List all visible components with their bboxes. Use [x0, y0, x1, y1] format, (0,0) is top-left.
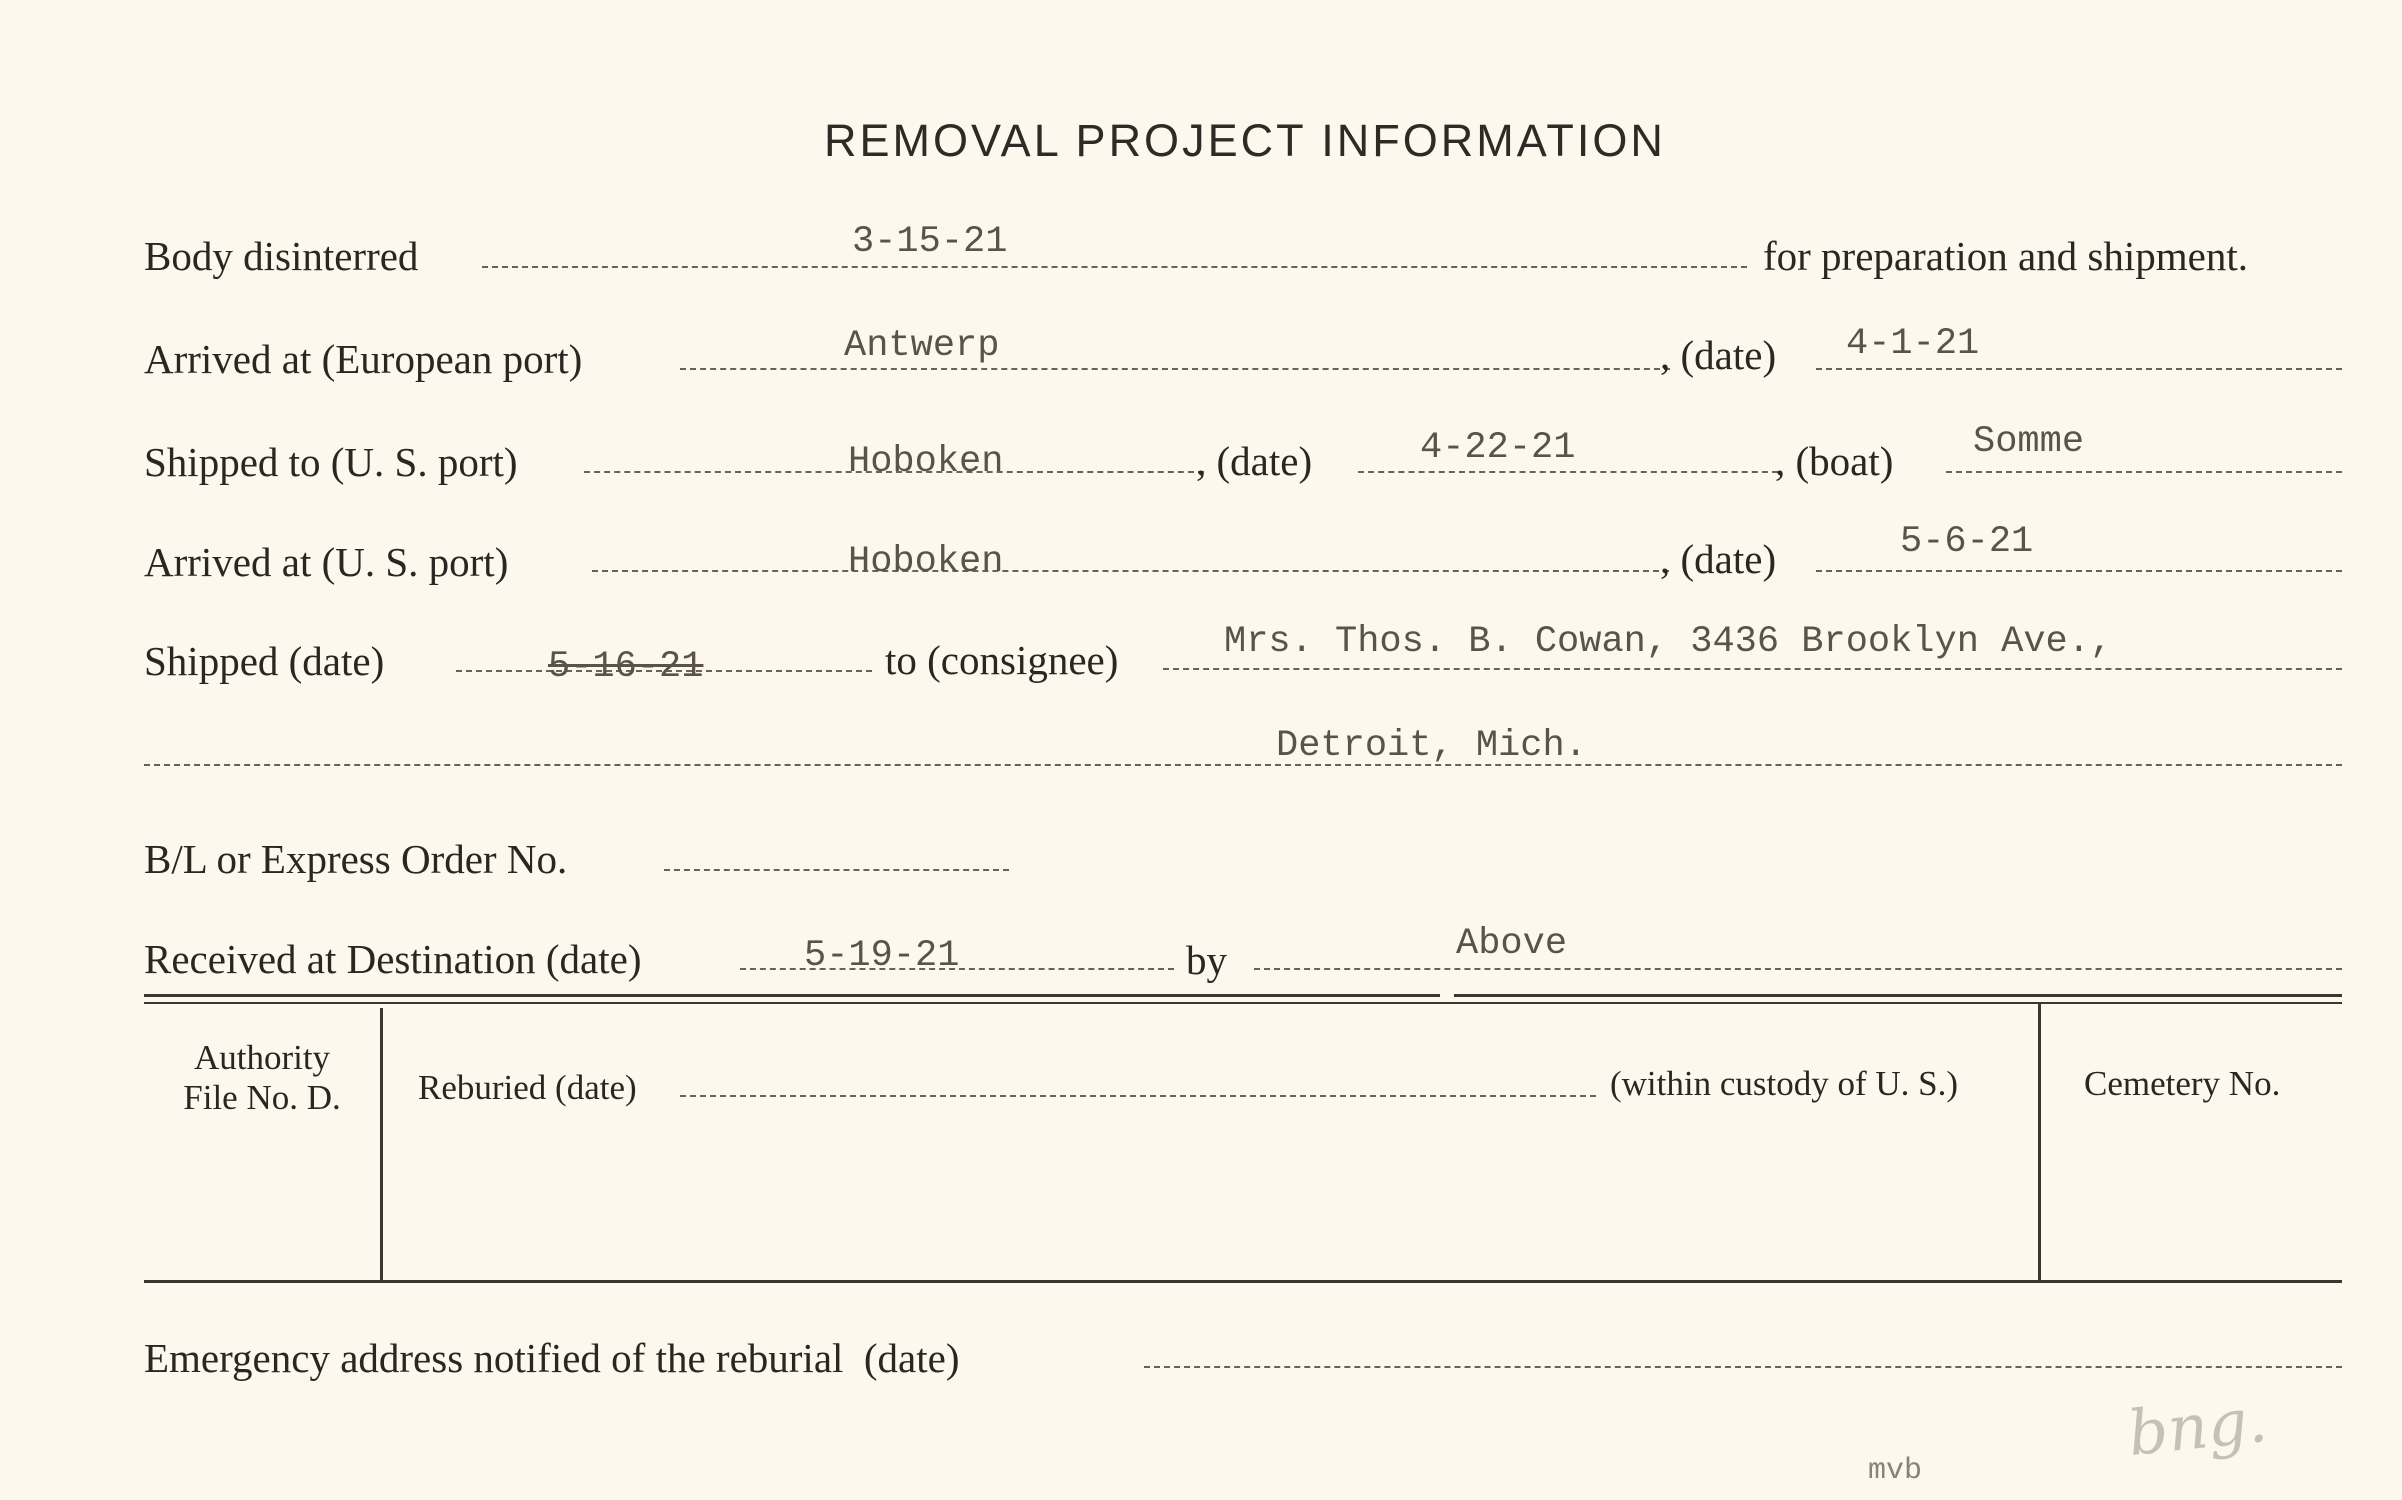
leader-line — [1816, 570, 2342, 572]
leader-line — [592, 570, 1669, 572]
consignee-line2-value: Detroit, Mich. — [1276, 725, 1587, 767]
cemetery-no-label: Cemetery No. — [2084, 1064, 2281, 1103]
leader-line — [1254, 968, 2342, 970]
shipped-label: Shipped (date) — [144, 638, 385, 684]
arrived-europe-label: Arrived at (European port) — [144, 336, 583, 382]
shipped-to-us-label: Shipped to (U. S. port) — [144, 439, 518, 485]
consignee-line1-value: Mrs. Thos. B. Cowan, 3436 Brooklyn Ave., — [1224, 621, 2113, 663]
file-no-label: File No. D. — [183, 1078, 341, 1118]
table-bottom-rule — [144, 1280, 2342, 1283]
authority-file-label — [150, 1038, 374, 1119]
leader-line — [1144, 1366, 2342, 1368]
reburied-label: Reburied (date) — [418, 1068, 637, 1107]
shipped-date-label: , (date) — [1196, 438, 1313, 484]
body-disinterred-label: Body disinterred — [144, 233, 419, 279]
boat-label: , (boat) — [1775, 438, 1894, 484]
divider-line — [1454, 994, 2342, 997]
arrived-us-date-label: , (date) — [1660, 536, 1777, 582]
column-divider — [2038, 1004, 2041, 1282]
authority-label: Authority — [193, 1038, 331, 1077]
received-label: Received at Destination (date) — [144, 936, 642, 982]
consignee-label: to (consignee) — [885, 637, 1119, 683]
shipped-us-date-value: 4-22-21 — [1420, 427, 1576, 469]
leader-line — [1163, 668, 2342, 670]
leader-line — [144, 764, 2342, 766]
divider-line — [144, 994, 1440, 997]
european-arrival-date-value: 4-1-21 — [1846, 323, 1980, 365]
column-divider — [380, 1008, 383, 1282]
arrived-europe-date-label: , (date) — [1660, 332, 1777, 378]
leader-line — [680, 368, 1670, 370]
leader-line — [1816, 368, 2342, 370]
body-disinterred-suffix: for preparation and shipment. — [1763, 233, 2249, 279]
leader-line — [1358, 471, 1778, 473]
us-port-value: Hoboken — [848, 441, 1004, 483]
boat-value: Somme — [1973, 421, 2085, 463]
disinterred-date-value: 3-15-21 — [852, 221, 1008, 263]
emergency-label: Emergency address notified of the reburial (date) — [144, 1335, 960, 1381]
custody-label: (within custody of U. S.) — [1610, 1064, 1959, 1103]
leader-line — [1946, 471, 2342, 473]
leader-line — [664, 869, 1009, 871]
typed-initials: mvb — [1868, 1454, 1923, 1488]
leader-line — [482, 266, 1747, 268]
us-arrival-date-value: 5-6-21 — [1900, 521, 2034, 563]
received-by-value: Above — [1456, 923, 1568, 965]
page-title: REMOVAL PROJECT INFORMATION — [824, 115, 1666, 166]
received-by-label: by — [1186, 937, 1227, 983]
european-port-value: Antwerp — [844, 325, 1000, 367]
leader-line — [680, 1095, 1596, 1097]
us-arrival-port-value: Hoboken — [848, 541, 1004, 583]
shipped-date-value: 5-16-21 — [548, 646, 704, 688]
bl-order-label: B/L or Express Order No. — [144, 836, 568, 882]
received-date-value: 5-19-21 — [804, 935, 960, 977]
arrived-us-label: Arrived at (U. S. port) — [144, 539, 509, 585]
handwritten-initials: bng. — [2124, 1382, 2271, 1471]
divider-line — [144, 1002, 2342, 1004]
